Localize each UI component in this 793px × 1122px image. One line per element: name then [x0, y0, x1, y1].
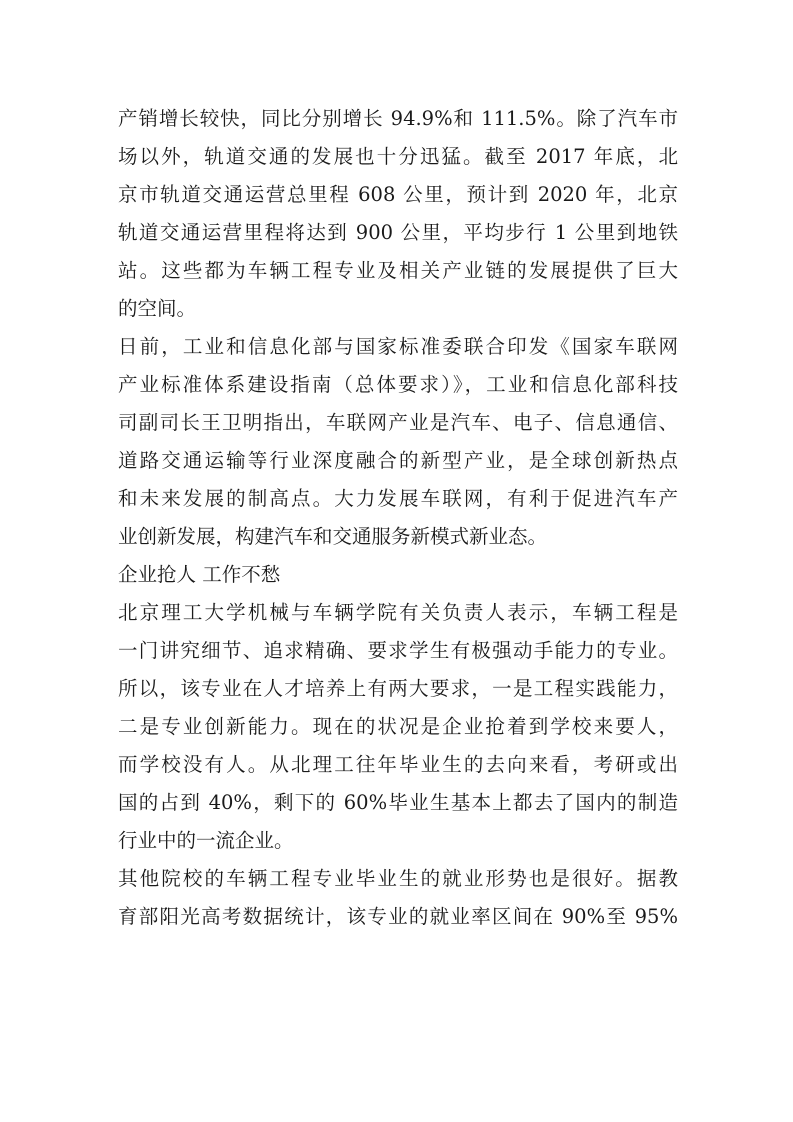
paragraph-line: 产业标准体系建设指南（总体要求）》，工业和信息化部科技 — [118, 373, 678, 396]
paragraph-line: 日前，工业和信息化部与国家标准委联合印发《国家车联网 — [118, 335, 678, 358]
document-body — [118, 100, 678, 936]
paragraph-line: 业创新发展，构建汽车和交通服务新模式新业态。 — [118, 525, 548, 548]
section-heading: 企业抢人 工作不愁 — [118, 563, 281, 586]
paragraph-line: 而学校没有人。从北理工往年毕业生的去向来看，考研或出 — [118, 753, 678, 776]
paragraph-line: 二是专业创新能力。现在的状况是企业抢着到学校来要人， — [118, 715, 678, 738]
paragraph-line: 道路交通运输等行业深度融合的新型产业，是全球创新热点 — [118, 449, 678, 472]
paragraph-line: 北京理工大学机械与车辆学院有关负责人表示，车辆工程是 — [118, 601, 678, 624]
paragraph-line: 京市轨道交通运营总里程 608 公里，预计到 2020 年，北京 — [118, 183, 678, 206]
paragraph-line: 站。这些都为车辆工程专业及相关产业链的发展提供了巨大 — [118, 259, 678, 282]
paragraph-line: 国的占到 40%，剩下的 60%毕业生基本上都去了国内的制造 — [118, 791, 678, 814]
paragraph-line: 和未来发展的制高点。大力发展车联网，有利于促进汽车产 — [118, 487, 678, 510]
paragraph-line: 产销增长较快，同比分别增长 94.9%和 111.5%。除了汽车市 — [118, 107, 678, 130]
paragraph-line: 司副司长王卫明指出，车联网产业是汽车、电子、信息通信、 — [118, 411, 678, 434]
paragraph-line: 一门讲究细节、追求精确、要求学生有极强动手能力的专业。 — [118, 639, 678, 662]
paragraph-line: 轨道交通运营里程将达到 900 公里，平均步行 1 公里到地铁 — [118, 221, 678, 244]
paragraph-line: 其他院校的车辆工程专业毕业生的就业形势也是很好。据教 — [118, 867, 678, 890]
paragraph-line: 行业中的一流企业。 — [118, 829, 294, 852]
paragraph-line: 育部阳光高考数据统计，该专业的就业率区间在 90%至 95% — [118, 905, 678, 928]
paragraph-line: 所以，该专业在人才培养上有两大要求，一是工程实践能力， — [118, 677, 678, 700]
paragraph-line: 场以外，轨道交通的发展也十分迅猛。截至 2017 年底，北 — [118, 145, 678, 168]
paragraph-line: 的空间。 — [118, 297, 197, 320]
